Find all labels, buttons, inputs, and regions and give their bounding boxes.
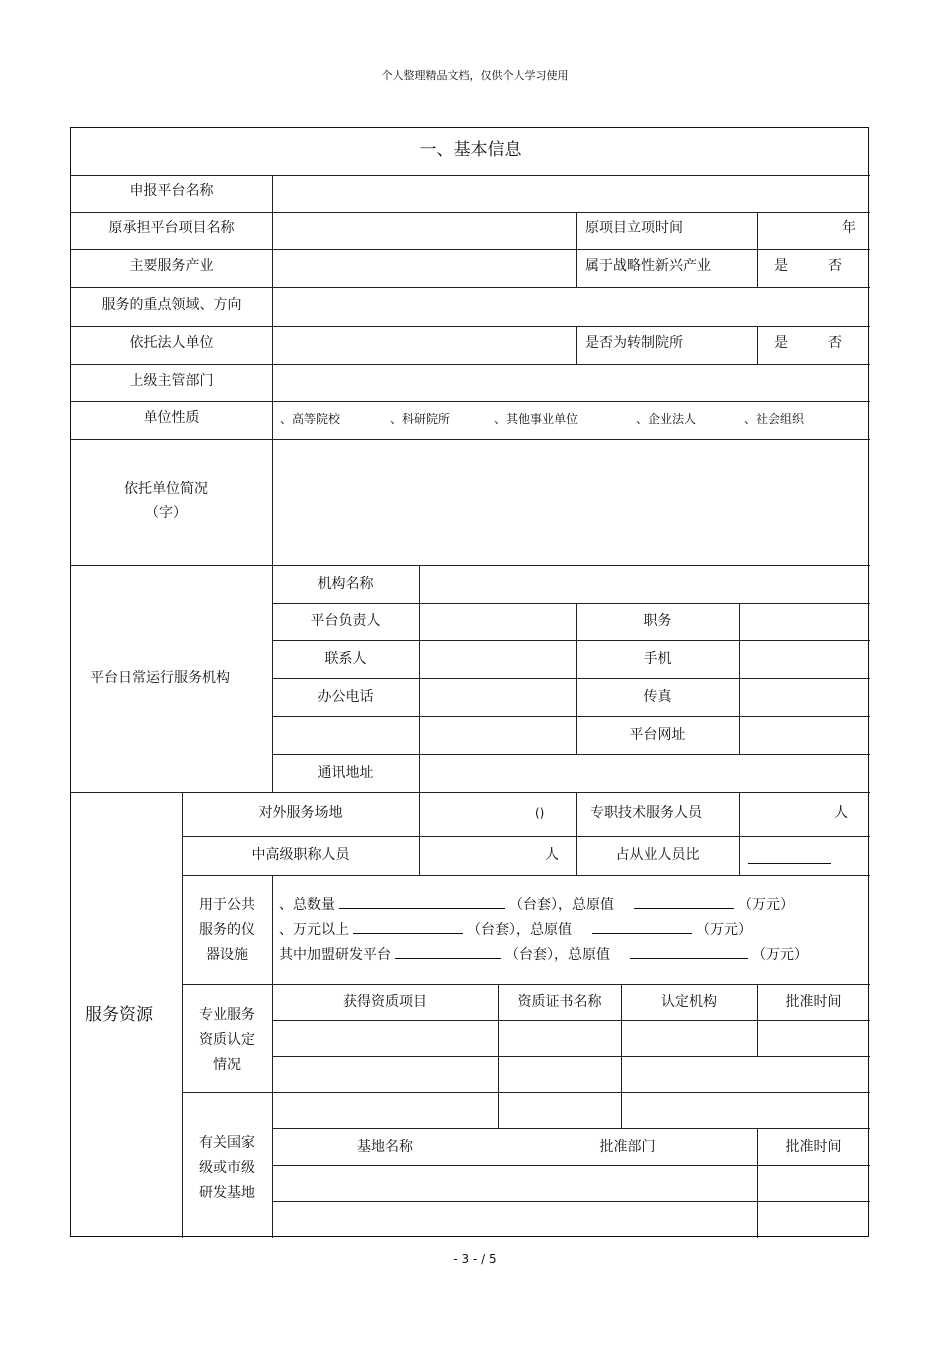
rule [576,326,577,364]
intro-label-unit: （字） [145,505,187,521]
senior-label: 中高级职称人员 [251,847,350,863]
venue-unit: () [535,806,545,820]
base-col-header: 基地名称 [357,1139,413,1155]
strategic-no: 否 [828,258,842,274]
staff-unit: 人 [834,805,848,821]
equipment-label: 器设施 [206,947,248,963]
base-label: 研发基地 [199,1185,255,1201]
rule [419,792,420,875]
rule [272,1056,870,1057]
strategic-yes: 是 [774,258,788,274]
nature-option: 、高等院校 [280,412,341,426]
website-label: 平台网址 [629,727,686,743]
year-label: 年 [842,220,856,236]
qualification-label: 专业服务 [199,1007,255,1023]
rule [739,603,740,754]
staff-label: 专职技术服务人员 [590,805,702,821]
rule [71,287,870,288]
rule [71,439,870,440]
nature-option: 、社会组织 [744,412,805,426]
rule [272,640,870,641]
fax-label: 传真 [643,689,672,705]
rule [182,1092,870,1093]
blank-line [630,946,748,959]
rule [757,212,758,287]
rule [272,603,870,604]
base-col-header: 批准部门 [599,1139,656,1155]
blank-line [634,896,734,909]
rule [71,249,870,250]
section-title: 一、基本信息 [419,140,522,160]
eq2-over-label: 、万元以上 [279,922,349,938]
eq3-unit: （万元） [752,947,808,963]
legal-unit-label: 依托法人单位 [129,335,214,351]
rule [71,364,870,365]
orig-project-label: 原承担平台项目名称 [108,220,235,236]
nature-label: 单位性质 [143,410,200,426]
phone-label: 办公电话 [317,689,374,705]
industry-label: 主要服务产业 [129,258,214,274]
rule [182,836,870,837]
page-header: 个人整理精品文档，仅供个人学习使用 [381,69,569,82]
focus-label: 服务的重点领域、方向 [101,297,242,313]
rule [182,875,870,876]
supervisor-label: 上级主管部门 [129,373,214,389]
rule [739,792,740,875]
blank-line [395,946,501,959]
blank-line [592,921,692,934]
base-col-header: 批准时间 [785,1139,842,1155]
form-table [70,127,869,1237]
rule [272,754,870,755]
eq1-total-label: 、总数量 [279,897,335,913]
rule [71,212,870,213]
intro-label: 依托单位简况 [124,481,208,497]
ratio-blank-line [748,863,831,864]
nature-option: 、其他事业单位 [494,412,579,426]
qualification-col-header: 批准时间 [785,994,842,1010]
qualification-col-header: 获得资质项目 [343,994,427,1010]
contact-label: 联系人 [324,651,367,667]
rule [182,984,870,985]
converted-no: 否 [828,335,842,351]
qualification-label: 情况 [213,1057,241,1073]
nature-option: 、企业法人 [636,412,697,426]
rule [71,175,870,176]
org-name-label: 机构名称 [317,576,374,592]
qualification-col-header: 资质证书名称 [517,994,602,1010]
equipment-line-3 [279,946,808,964]
blank-line [339,896,505,909]
leader-label: 平台负责人 [310,613,381,629]
nature-option: 、科研院所 [390,412,451,426]
rule [71,326,870,327]
venue-label: 对外服务场地 [258,805,343,821]
equipment-line-1 [279,896,794,914]
rule [71,792,870,793]
converted-label: 是否为转制院所 [585,335,683,351]
address-label: 通讯地址 [317,765,374,781]
position-label: 职务 [643,613,672,629]
org-label: 平台日常运行服务机构 [90,670,230,686]
senior-unit: 人 [545,847,559,863]
rule [272,678,870,679]
rule [71,401,870,402]
rule [71,565,870,566]
page-number: - 3 - / 5 [453,1252,497,1266]
strategic-label: 属于战略性新兴产业 [585,258,711,274]
qualification-col-header: 认定机构 [661,994,717,1010]
rule [272,875,273,1238]
converted-yes: 是 [774,335,788,351]
platform-name-label: 申报平台名称 [129,183,214,199]
eq2-unit: （万元） [696,922,752,938]
mobile-label: 手机 [643,651,672,667]
eq1-value-label: （台套），总原值 [509,897,614,913]
rule [272,716,870,717]
eq2-value-label: （台套），总原值 [467,922,572,938]
rule [272,1020,870,1021]
equipment-label: 用于公共 [199,897,255,913]
rule [272,1201,870,1202]
equipment-line-2 [279,921,752,939]
resources-label: 服务资源 [85,1005,153,1025]
qualification-label: 资质认定 [199,1032,255,1048]
ratio-label: 占从业人员比 [615,847,700,863]
eq3-value-label: （台套），总原值 [505,947,610,963]
equipment-label: 服务的仪 [199,922,255,938]
eq1-unit: （万元） [738,897,794,913]
base-label: 有关国家 [199,1135,255,1151]
orig-time-label: 原项目立项时间 [585,220,683,236]
rule [757,326,758,364]
eq3-alliance-label: 其中加盟研发平台 [279,947,391,963]
rule [576,212,577,287]
rule [419,565,420,792]
rule [272,1165,870,1166]
base-label: 级或市级 [199,1160,255,1176]
blank-line [353,921,463,934]
rule [272,1128,870,1129]
